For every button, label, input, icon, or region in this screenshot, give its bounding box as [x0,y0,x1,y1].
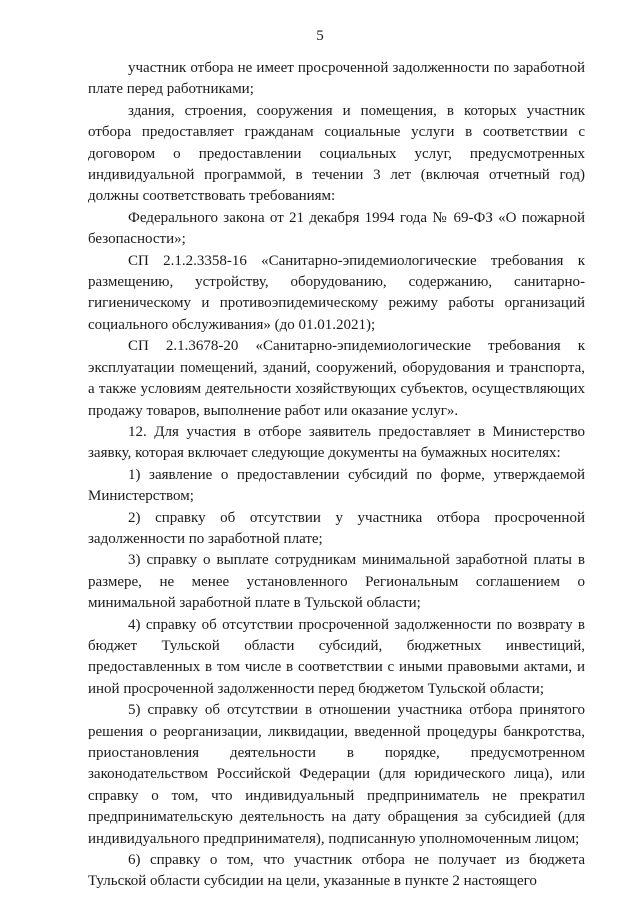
paragraph-item-12: 12. Для участия в отборе заявитель предоставляет в Министерство заявку, которая включает следующие документы на бумажных носителях: [88,423,585,462]
page-number: 5 [316,28,324,44]
paragraph-sp-3678-20: СП 2.1.3678-20 «Санитарно-эпидемиологические требования к эксплуатации помещений, зданий, сооружений, оборудования и транспорта, а также условиям деятельности хозяйствующих субъектов, осуществляющих продажу товаров, выполнение работ или оказание услуг». [88,338,585,419]
list-item-4: 4) справку об отсутствии просроченной задолженности по возврату в бюджет Тульской области субсидий, бюджетных инвестиций, предоставленных в том числе в соответствии с иными правовыми актами, и иной просроченной задолженности перед бюджетом Тульской области; [88,616,585,697]
list-item-3: 3) справку о выплате сотрудникам минимальной заработной платы в размере, не менее установленного Региональным соглашением о минимальной заработной плате в Тульской области; [88,552,585,612]
paragraph-sp-3358-16: СП 2.1.2.3358-16 «Санитарно-эпидемиологические требования к размещению, устройству, оборудованию, содержанию, санитарно-гигиеническому и противоэпидемическому режиму работы организаций социального обслуживания» (до 01.01.2021); [88,252,585,333]
paragraph-no-wage-arrears: участник отбора не имеет просроченной задолженности по заработной плате перед работниками; [88,60,585,98]
document-body [88,58,585,893]
paragraph-building-requirements: здания, строения, сооружения и помещения, в которых участник отбора предоставляет гражданам социальные услуги в соответствии с договором о предоставлении социальных услуг, предусмотренных индивидуальной программой, в течении 3 лет (включая отчетный год) должны соответствовать требованиям: [88,102,585,205]
list-item-5: 5) справку об отсутствии в отношении участника отбора принятого решения о реорганизации, ликвидации, введенной процедуры банкротства, приостановления деятельности в порядке, предусмотренном законодательством Российской Федерации (для юридического лица), или справку о том, что индивидуальный предприниматель не прекратил предпринимательскую деятельность на дату обращения за субсидией (для индивидуального предпринимателя), подписанную уполномоченным лицом; [88,702,585,847]
list-item-1: 1) заявление о предоставлении субсидий по форме, утверждаемой Министерством; [88,466,585,505]
list-item-2: 2) справку об отсутствии у участника отбора просроченной задолженности по заработной плате; [88,509,585,547]
list-item-6: 6) справку о том, что участник отбора не получает из бюджета Тульской области субсидии на цели, указанные в пункте 2 настоящего [88,852,585,890]
paragraph-fire-safety-law: Федерального закона от 21 декабря 1994 года № 69-ФЗ «О пожарной безопасности»; [88,209,585,248]
